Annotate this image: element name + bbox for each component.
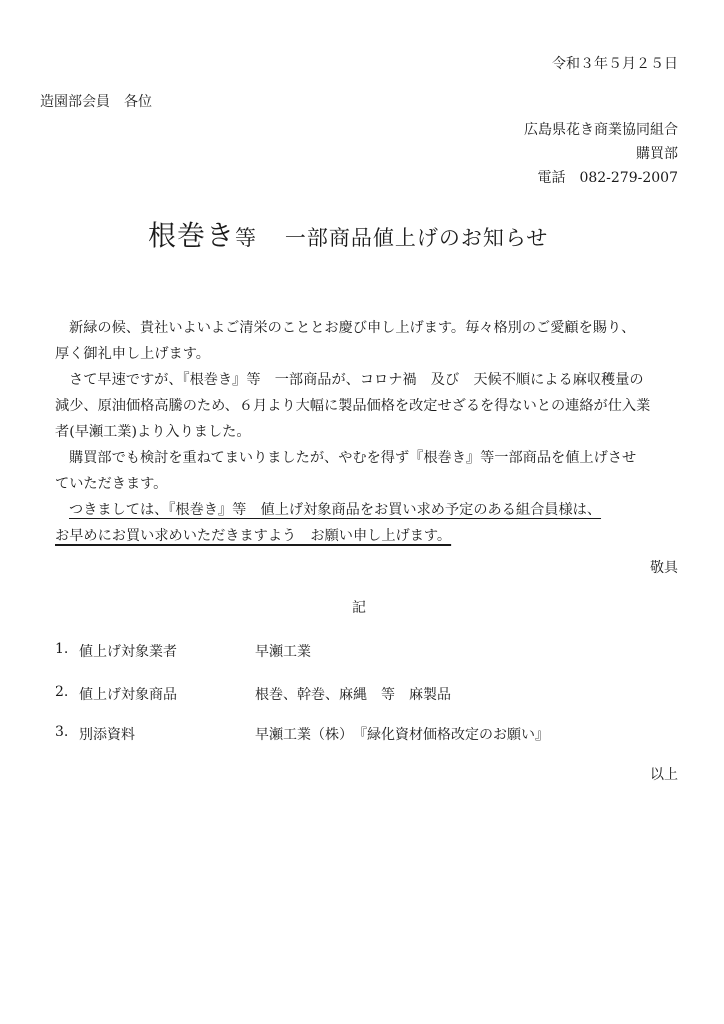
- paragraph-4-line-1: つきましては、『根巻き』等 値上げ対象商品をお買い求め予定のある組合員様は、: [69, 502, 602, 518]
- paragraph-1-line-1: 新緑の候、貴社いよいよご清栄のこととお慶び申し上げます。毎々格別のご愛顧を賜り、: [69, 320, 636, 336]
- sender-department: 購買部: [636, 146, 678, 162]
- sender-block: [524, 118, 678, 190]
- ki-heading: 記: [352, 600, 366, 616]
- document-date: 令和３年５月２５日: [552, 56, 678, 72]
- paragraph-3-line-1: 購買部でも検討を重ねてまいりましたが、やむを得ず『根巻き』等一部商品を値上げさせ: [69, 450, 637, 466]
- item-label: 別添資料: [79, 727, 135, 743]
- document-title: [148, 214, 548, 254]
- paragraph-2-line-2: 減少、原油価格高騰のため、６月より大幅に製品価格を改定せざるを得ないとの連絡が仕入業: [55, 398, 651, 414]
- document-body: [55, 315, 695, 549]
- item-number: 3.: [55, 724, 69, 740]
- item-value: 早瀬工業（株） 『緑化資材価格改定のお願い』: [255, 727, 549, 743]
- item-value: 早瀬工業: [255, 644, 311, 660]
- item-number: 2.: [55, 684, 69, 700]
- paragraph-3-line-2: ていただきます。: [55, 476, 168, 492]
- addressee: 造園部会員 各位: [40, 94, 152, 110]
- closing-ijo: 以上: [650, 767, 678, 783]
- title-rest: 一部商品値上げのお知らせ: [284, 226, 549, 250]
- title-main-word: 根巻き: [148, 219, 236, 252]
- paragraph-2-line-3: 者(早瀬工業)より入りました。: [55, 424, 251, 440]
- item-label: 値上げ対象業者: [79, 644, 177, 660]
- paragraph-1-line-2: 厚く御礼申し上げます。: [55, 346, 210, 362]
- paragraph-2-line-1: さて早速ですが、『根巻き』等 一部商品が、コロナ禍 及び 天候不順による麻収穫量の: [69, 372, 644, 388]
- title-etc: 等: [235, 226, 258, 250]
- item-value: 根巻、幹巻、麻縄 等 麻製品: [255, 687, 451, 703]
- item-number: 1.: [55, 641, 69, 657]
- paragraph-4-line-2: お早めにお買い求めいただきますよう お願い申し上げます。: [55, 528, 452, 544]
- sender-organization: 広島県花き商業協同組合: [524, 122, 678, 138]
- item-label: 値上げ対象商品: [79, 687, 177, 703]
- closing-keigu: 敬具: [650, 560, 678, 576]
- sender-phone: 電話 082-279-2007: [537, 170, 678, 186]
